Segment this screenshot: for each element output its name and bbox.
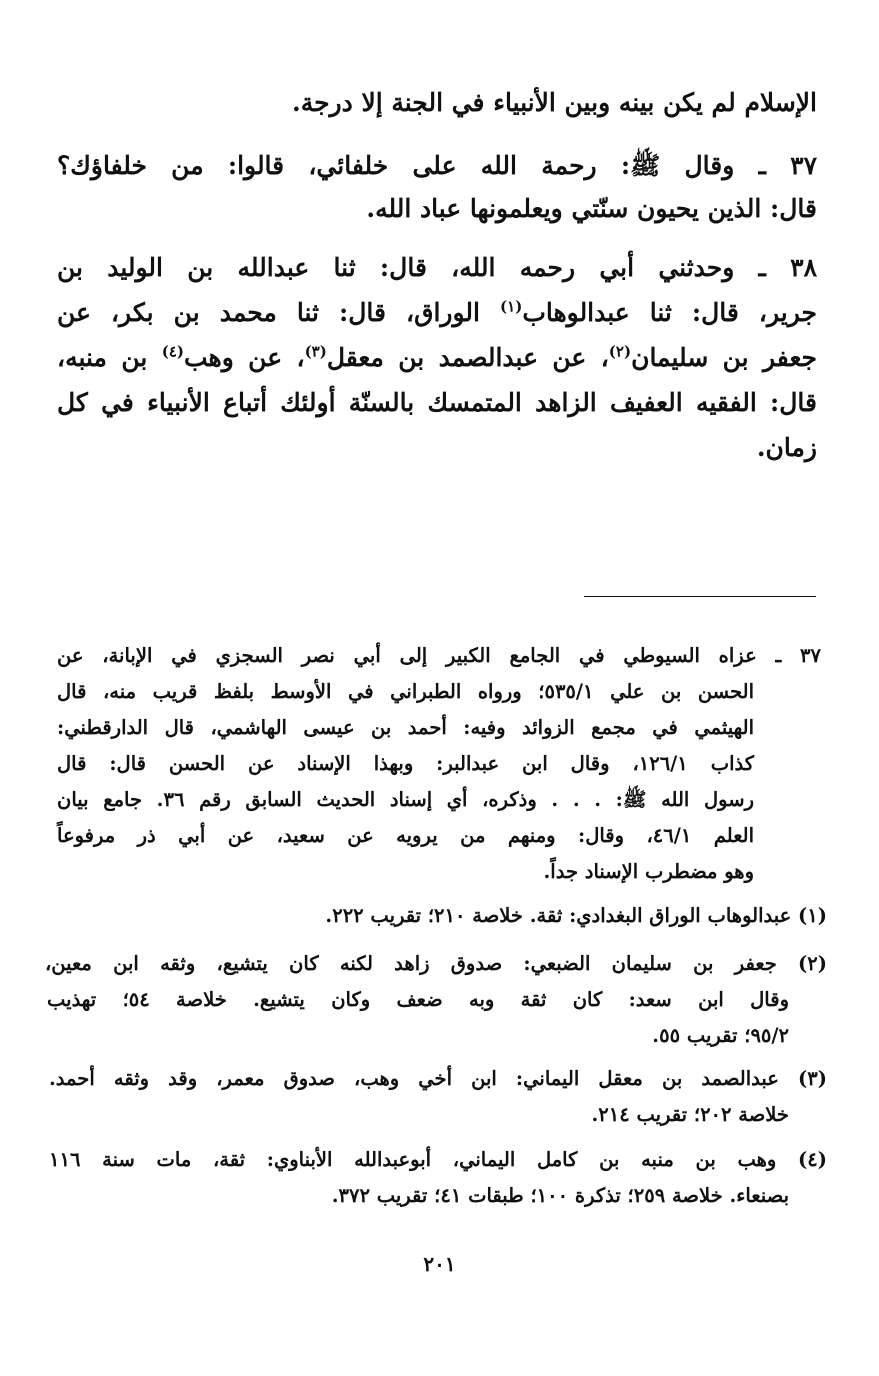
footnote-ref-1: (١) <box>500 297 523 316</box>
hadith-38-text: بن منبه، <box>57 343 162 372</box>
footnote-37-line: العلم ٤٦/١، وقال: ومنهم من يرويه عن سعيد، عن أبي ذر مرفوعاً <box>57 824 754 847</box>
footnote-37-line: ٣٧ ـ عزاه السيوطي في الجامع الكبير إلى أبي نصر السجزي في الإبانة، عن <box>57 644 821 667</box>
footnote-ref-4: (٤) <box>161 342 184 361</box>
footnote-37-line: كذاب ١٢٦/١، وقال ابن عبدالبر: وبهذا الإسناد عن الحسن قال: قال <box>57 752 755 775</box>
footnote-37-line: الهيثمي في مجمع الزوائد وفيه: أحمد بن عيسى الهاشمي، قال الدارقطني: <box>57 716 754 739</box>
footnote-37-line: وهو مضطرب الإسناد جداً. <box>543 860 754 883</box>
hadith-38-text: ، عن وهب <box>183 343 305 372</box>
footnote-4-line: (٤) وهب بن منبه بن كامل اليماني، أبوعبدالله الأبناوي: ثقة، مات سنة ١١٦ <box>49 1148 827 1171</box>
hadith-38-text: الوراق، قال: ثنا محمد بن بكر، عن <box>57 298 501 327</box>
footnote-divider <box>584 596 816 597</box>
footnote-3-line: (٣) عبدالصمد بن معقل اليماني: ابن أخي وهب، صدوق معمر، وقد وثقه أحمد. <box>49 1067 827 1090</box>
hadith-38-line-1: ٣٨ ـ وحدثني أبي رحمه الله، قال: ثنا عبدالله بن الوليد بن <box>57 253 817 282</box>
hadith-38-line-5: زمان. <box>756 433 817 462</box>
footnote-2-line: (٢) جعفر بن سليمان الضبعي: صدوق زاهد لكنه كان يتشيع، وثقه ابن معين، <box>45 952 827 975</box>
footnote-37-line: رسول الله ﷺ: . . . وذكره، أي إسناد الحديث السابق رقم ٣٦. جامع بيان <box>57 788 754 811</box>
hadith-38-text: ، عن عبدالصمد بن معقل <box>326 343 609 372</box>
footnote-3-line: خلاصة ٢٠٢؛ تقريب ٢١٤. <box>591 1103 789 1126</box>
footnote-2-line: وقال ابن سعد: كان ثقة وبه ضعف وكان يتشيع. خلاصة ٥٤؛ تهذيب <box>47 988 789 1011</box>
footnote-ref-2: (٢) <box>608 342 632 361</box>
footnote-4-line: بصنعاء. خلاصة ٢٥٩؛ تذكرة ١٠٠؛ طبقات ٤١؛ تقريب ٣٧٢. <box>331 1184 789 1207</box>
hadith-38-line-2 <box>57 298 817 327</box>
hadith-38-line-3 <box>57 343 817 372</box>
page-number: ٢٠١ <box>423 1252 456 1276</box>
hadith-37-line-1: ٣٧ ـ وقال ﷺ: رحمة الله على خلفائي، قالوا: من خلفاؤك؟ <box>57 151 817 180</box>
footnote-ref-3: (٣) <box>304 342 327 361</box>
hadith-37-line-2: قال: الذين يحيون سنّتي ويعلمونها عباد الله. <box>366 194 817 223</box>
footnote-1: (١) عبدالوهاب الوراق البغدادي: ثقة. خلاصة ٢١٠؛ تقريب ٢٢٢. <box>325 904 827 927</box>
main-text-line: الإسلام لم يكن بينه وبين الأنبياء في الجنة إلا درجة. <box>291 88 817 117</box>
hadith-38-text: جرير، قال: ثنا عبدالوهاب <box>522 298 817 327</box>
hadith-38-line-4: قال: الفقيه العفيف الزاهد المتمسك بالسنّة أولئك أتباع الأنبياء في كل <box>57 388 817 417</box>
footnote-2-line: ٩٥/٢؛ تقريب ٥٥. <box>652 1024 789 1047</box>
hadith-38-text: جعفر بن سليمان <box>631 343 817 372</box>
footnote-37-line: الحسن بن علي ٥٣٥/١؛ ورواه الطبراني في الأوسط بلفظ قريب منه، قال <box>57 680 755 703</box>
